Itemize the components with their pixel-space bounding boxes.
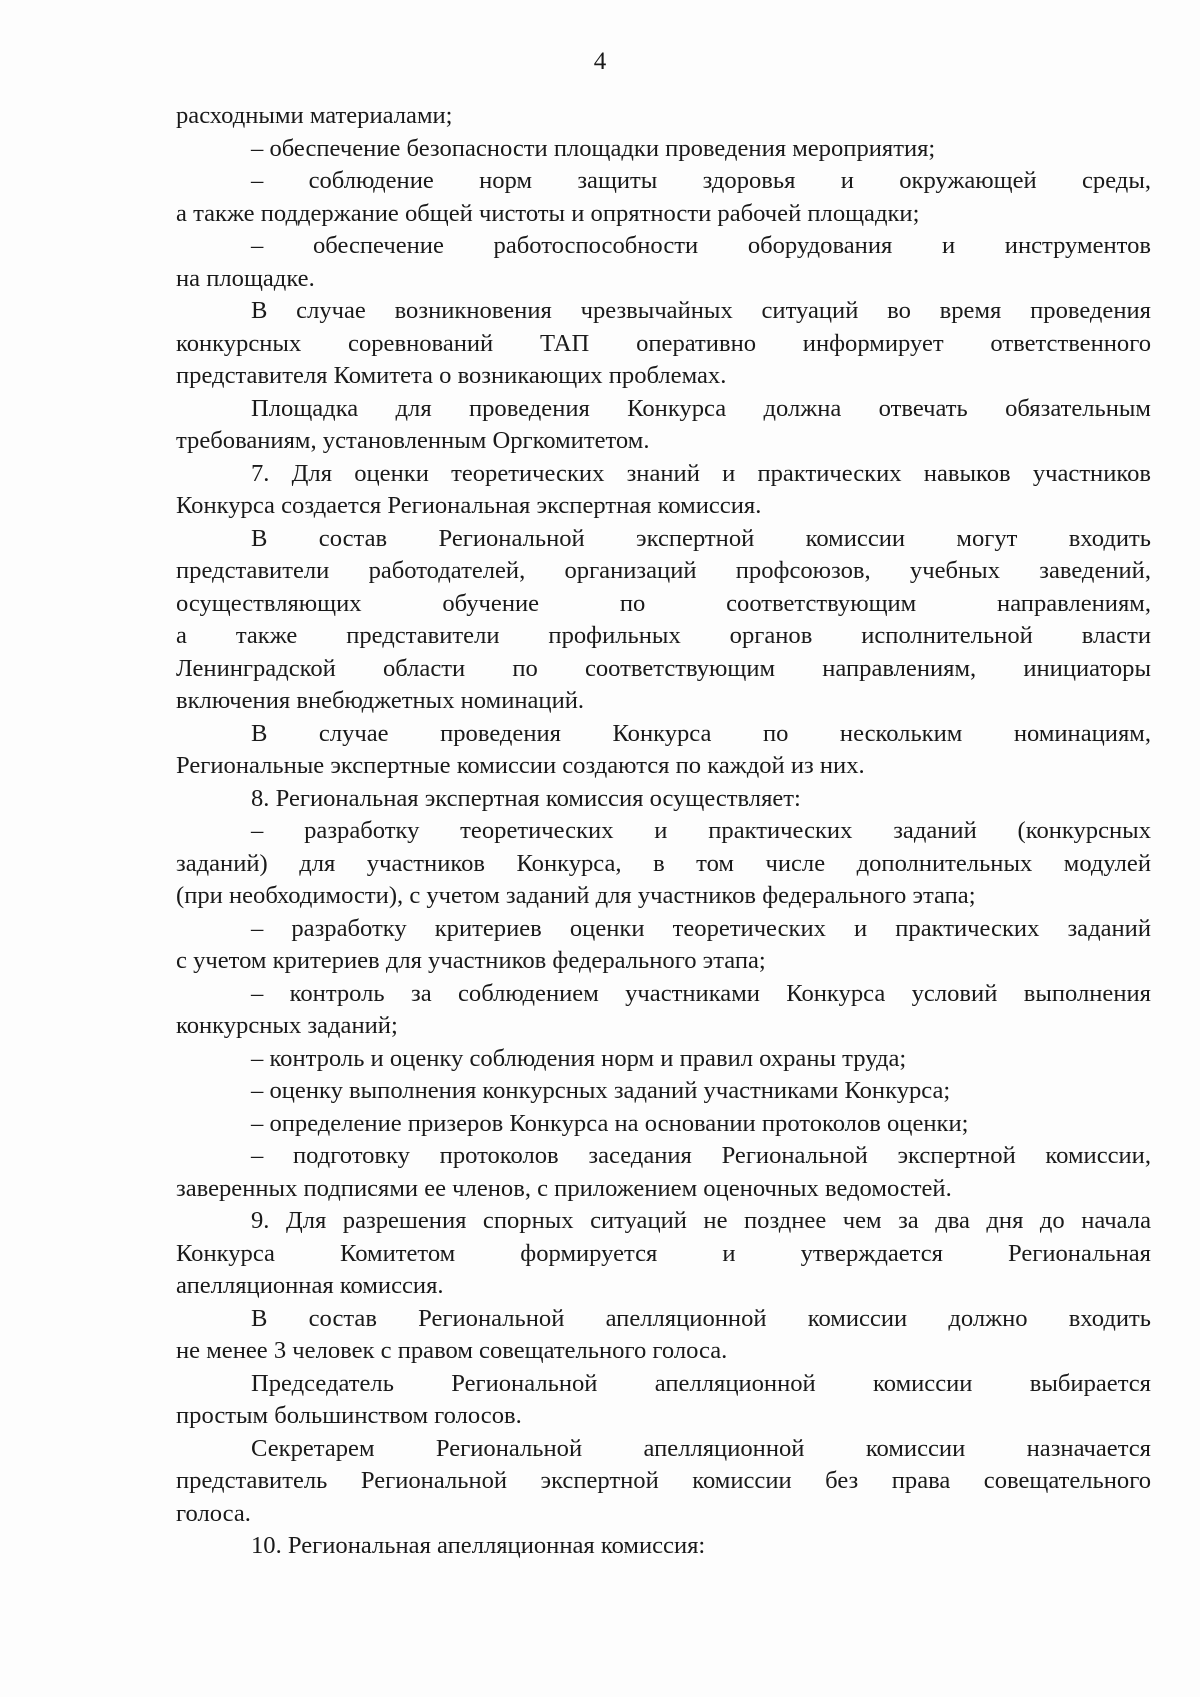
text-line: – соблюдение норм защиты здоровья и окружающей среды, (251, 167, 1151, 194)
text-line: – разработку теоретических и практических заданий (конкурсных (251, 817, 1151, 844)
text-line: Конкурса создается Региональная экспертная комиссия. (176, 492, 762, 519)
text-line: с учетом критериев для участников федерального этапа; (176, 947, 766, 974)
text-line: 7. Для оценки теоретических знаний и практических навыков участников (251, 459, 1151, 487)
text-line: включения внебюджетных номинаций. (176, 687, 585, 714)
text-line: – контроль и оценку соблюдения норм и правил охраны труда; (251, 1044, 907, 1072)
text-line: В состав Региональной экспертной комиссии могут входить (251, 524, 1151, 552)
text-line: осуществляющих обучение по соответствующим направлениям, (176, 589, 1151, 617)
text-line: конкурсных соревнований ТАП оперативно информирует ответственного (176, 329, 1151, 357)
text-line: – обеспечение работоспособности оборудования и инструментов (251, 232, 1151, 259)
text-line: Секретарем Региональной апелляционной комиссии назначается (251, 1434, 1151, 1462)
text-line: В состав Региональной апелляционной комиссии должно входить (251, 1304, 1151, 1332)
text-line: Конкурса Комитетом формируется и утверждается Региональная (176, 1239, 1151, 1267)
text-line: представители работодателей, организаций профсоюзов, учебных заведений, (176, 557, 1151, 584)
text-line: голоса. (176, 1499, 251, 1527)
text-line: 10. Региональная апелляционная комиссия: (251, 1532, 706, 1559)
text-line: Площадка для проведения Конкурса должна отвечать обязательным (251, 394, 1151, 422)
text-line: 8. Региональная экспертная комиссия осуществляет: (251, 784, 801, 812)
text-line: – контроль за соблюдением участниками Конкурса условий выполнения (251, 979, 1151, 1007)
text-line: апелляционная комиссия. (176, 1272, 444, 1299)
text-line: – обеспечение безопасности площадки проведения мероприятия; (251, 134, 936, 162)
text-line: требованиям, установленным Оргкомитетом. (176, 427, 650, 454)
text-line: – определение призеров Конкурса на основании протоколов оценки; (251, 1109, 969, 1137)
text-line: заданий) для участников Конкурса, в том числе дополнительных модулей (176, 849, 1151, 877)
text-line: – разработку критериев оценки теоретических и практических заданий (251, 914, 1151, 942)
text-line: на площадке. (176, 264, 315, 292)
text-line: В случае возникновения чрезвычайных ситуаций во время проведения (251, 297, 1151, 324)
text-line: Региональные экспертные комиссии создаются по каждой из них. (176, 752, 865, 779)
text-line: представитель Региональной экспертной комиссии без права совещательного (176, 1467, 1151, 1494)
text-line: – подготовку протоколов заседания Региональной экспертной комиссии, (251, 1142, 1151, 1169)
text-line: не менее 3 человек с правом совещательного голоса. (176, 1337, 728, 1364)
page-number: 4 (593, 48, 607, 75)
text-line: – оценку выполнения конкурсных заданий участниками Конкурса; (251, 1077, 951, 1104)
text-line: расходными материалами; (176, 102, 453, 129)
text-line: 9. Для разрешения спорных ситуаций не позднее чем за два дня до начала (251, 1207, 1151, 1234)
text-line: представителя Комитета о возникающих проблемах. (176, 362, 727, 389)
text-line: Ленинградской области по соответствующим направлениям, инициаторы (176, 654, 1151, 682)
text-line: заверенных подписями ее членов, с приложением оценочных ведомостей. (176, 1174, 952, 1202)
text-line: конкурсных заданий; (176, 1012, 398, 1039)
text-line: В случае проведения Конкурса по нескольким номинациям, (251, 719, 1151, 747)
document-body (176, 100, 1151, 1563)
text-line: Председатель Региональной апелляционной комиссии выбирается (251, 1369, 1151, 1397)
text-line: а также поддержание общей чистоты и опрятности рабочей площадки; (176, 199, 920, 227)
text-line: (при необходимости), с учетом заданий для участников федерального этапа; (176, 882, 976, 909)
text-line: простым большинством голосов. (176, 1402, 522, 1429)
text-line: а также представители профильных органов исполнительной власти (176, 622, 1151, 649)
